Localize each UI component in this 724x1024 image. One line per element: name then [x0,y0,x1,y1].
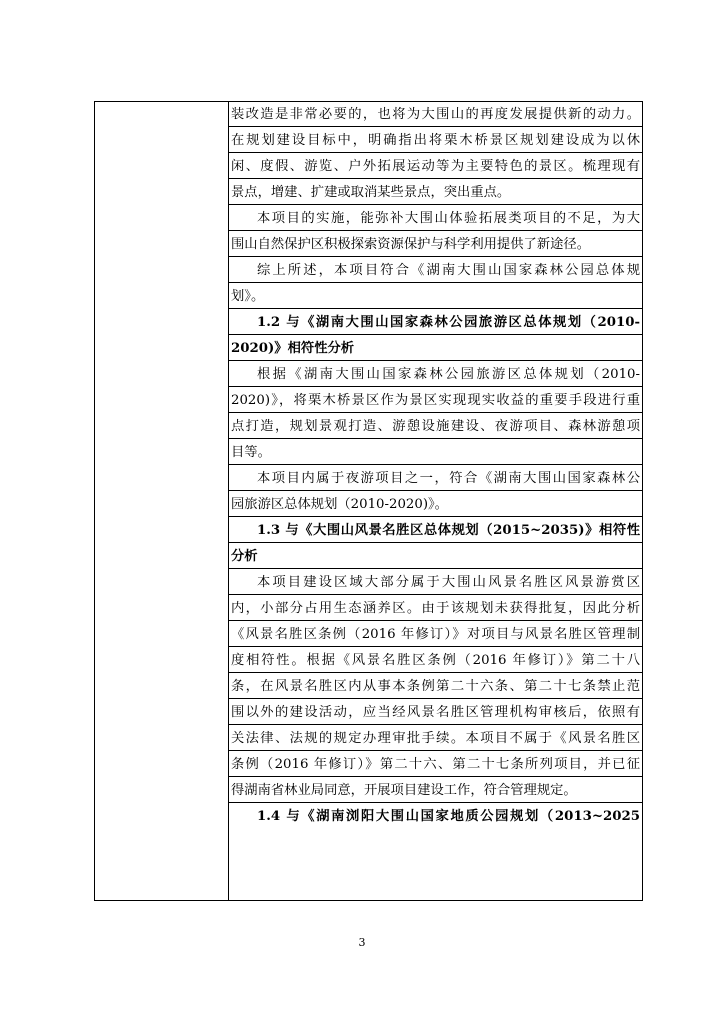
text-line: 综上所述，本项目符合《湖南大围山国家森林公园总体规 [229,258,642,283]
text-line: 在规划建设目标中，明确指出将栗木桥景区规划建设成为以休 [229,128,642,153]
text-line: 条，在风景名胜区内从事本条例第二十六条、第二十七条禁止范 [229,674,642,699]
text-line: 围山自然保护区积极探索资源保护与科学利用提供了新途径。 [229,232,642,257]
text-line: 本项目建设区域大部分属于大围山风景名胜区风景游赏区 [229,570,642,595]
text-line: 2020)》，将栗木桥景区作为景区实现现实收益的重要手段进行重 [229,388,642,413]
table-right-column [229,102,642,900]
text-line: 围以外的建设活动，应当经风景名胜区管理机构审核后，依照有 [229,700,642,725]
table-left-column [95,102,229,900]
page-number: 3 [358,936,366,949]
text-line: 装改造是非常必要的，也将为大围山的再度发展提供新的动力。 [229,102,642,127]
text-line: 《风景名胜区条例（2016 年修订）》对项目与风景名胜区管理制 [229,622,642,647]
text-line: 本项目内属于夜游项目之一，符合《湖南大围山国家森林公 [229,466,642,491]
text-line: 景点，增建、扩建或取消某些景点，突出重点。 [229,180,642,205]
content-table [94,101,643,901]
text-line: 划》。 [229,284,642,309]
text-line: 本项目的实施，能弥补大围山体验拓展类项目的不足，为大 [229,206,642,231]
text-line: 目等。 [229,440,642,465]
section-heading: 1.3 与《大围山风景名胜区总体规划（2015~2035)》相符性 [229,518,642,543]
text-line: 园旅游区总体规划（2010-2020)》。 [229,492,642,517]
section-heading: 1.2 与《湖南大围山国家森林公园旅游区总体规划（2010- [229,310,642,335]
section-heading: 分析 [229,544,642,569]
text-line: 闲、度假、游览、户外拓展运动等为主要特色的景区。梳理现有 [229,154,642,179]
text-line: 条例（2016 年修订）》第二十六、第二十七条所列项目，并已征 [229,752,642,777]
text-line: 根据《湖南大围山国家森林公园旅游区总体规划（2010- [229,362,642,387]
text-line: 内，小部分占用生态涵养区。由于该规划未获得批复，因此分析 [229,596,642,621]
section-heading: 2020)》相符性分析 [229,336,642,361]
section-heading: 1.4 与《湖南浏阳大围山国家地质公园规划（2013~2025 [257,809,640,824]
text-line: 点打造，规划景观打造、游憩设施建设、夜游项目、森林游憩项 [229,414,642,439]
text-line: 度相符性。根据《风景名胜区条例（2016 年修订）》第二十八 [229,648,642,673]
text-line: 得湖南省林业局同意，开展项目建设工作，符合管理规定。 [229,778,642,803]
text-line: 关法律、法规的规定办理审批手续。本项目不属于《风景名胜区 [229,726,642,751]
